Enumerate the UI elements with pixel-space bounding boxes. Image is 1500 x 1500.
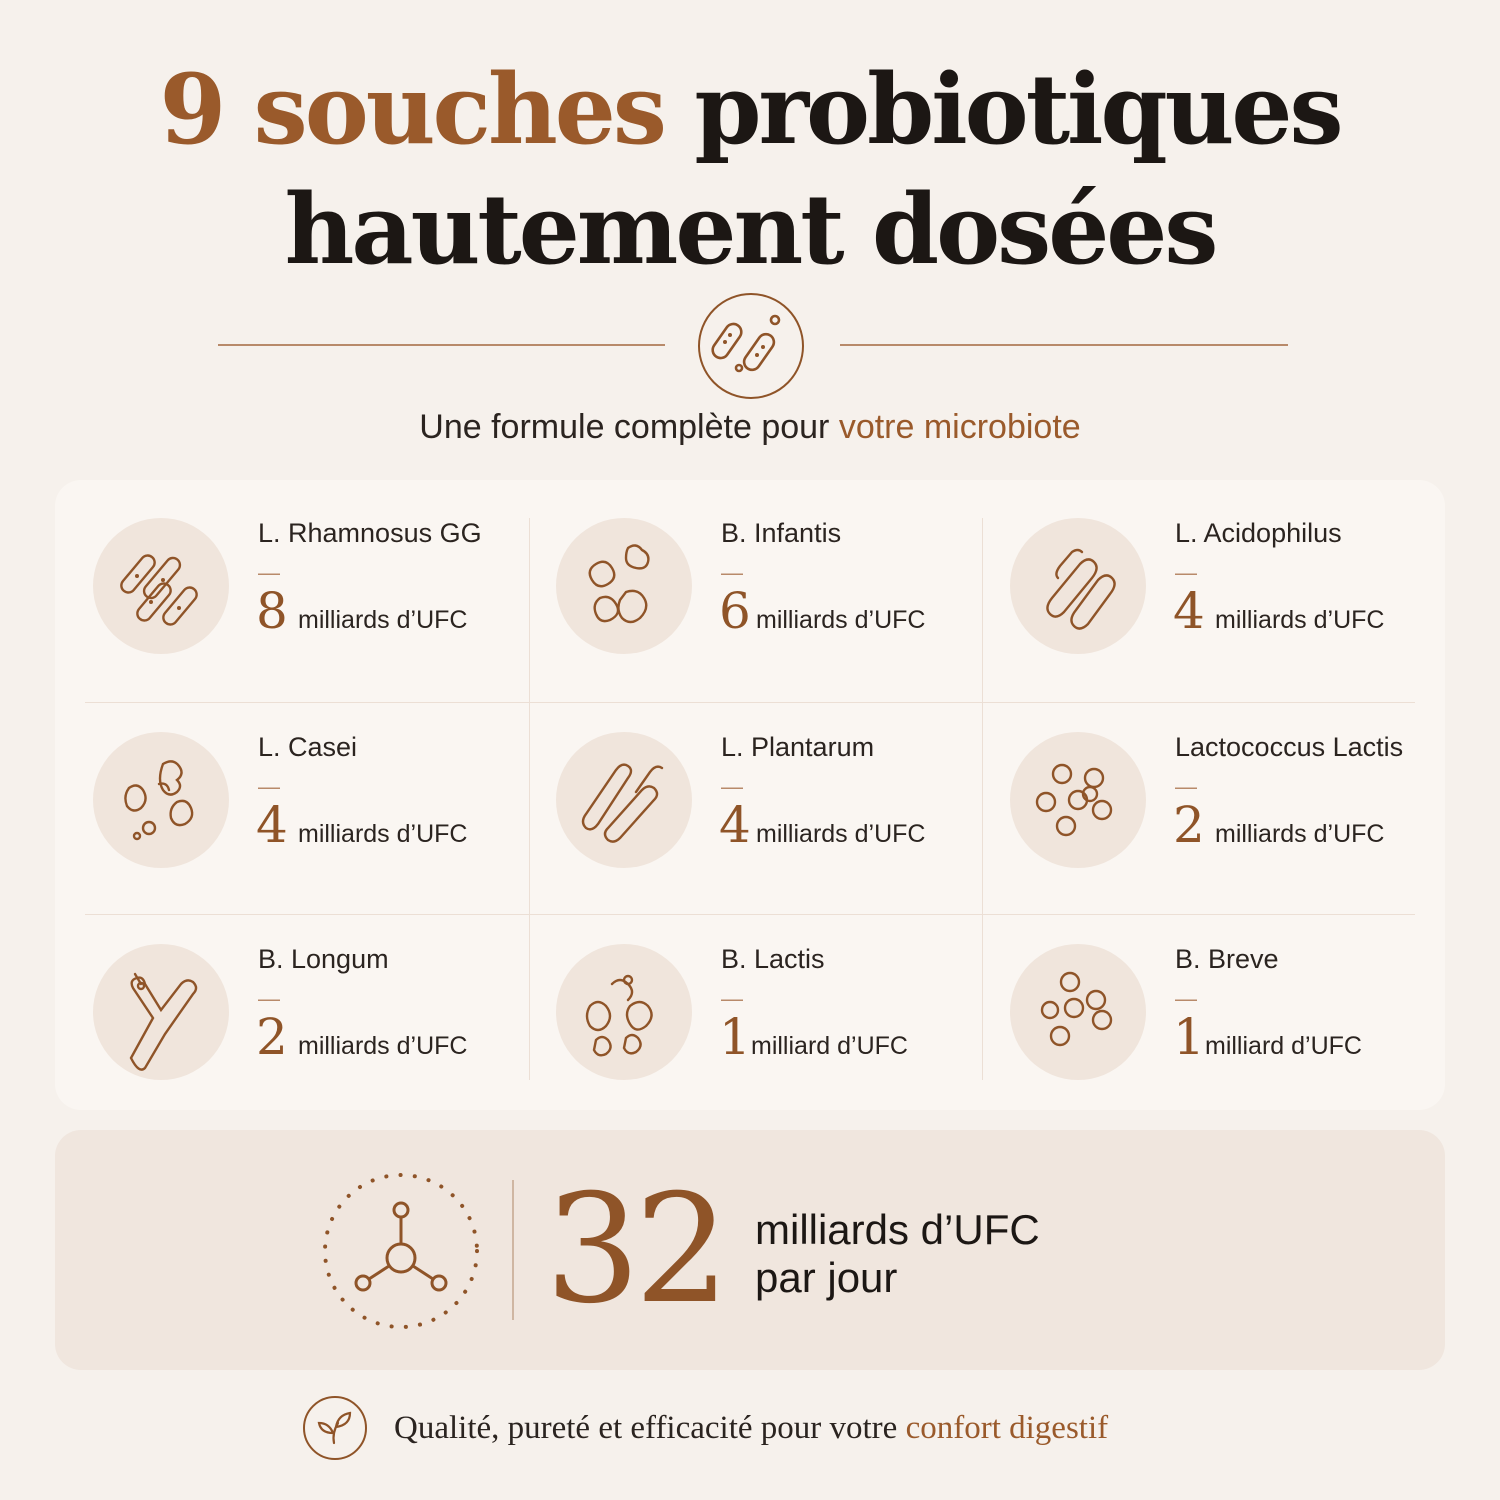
- strain-item: [972, 944, 1412, 1124]
- leaf-icon: [302, 1395, 368, 1461]
- dash-separator: —: [721, 560, 743, 585]
- strain-name: B. Longum: [258, 944, 389, 974]
- branched-bacteria-icon: [556, 518, 692, 654]
- strains-card: [55, 480, 1445, 1110]
- strain-amount: 1: [719, 1008, 751, 1066]
- strain-name: L. Acidophilus: [1175, 518, 1342, 548]
- strain-name: L. Plantarum: [721, 732, 875, 762]
- strain-amount: 2: [1173, 796, 1205, 854]
- y-bacteria-icon: [93, 944, 229, 1080]
- strain-name: B. Lactis: [721, 944, 825, 974]
- strain-name: B. Infantis: [721, 518, 842, 548]
- dash-separator: —: [721, 986, 743, 1011]
- branched-bacteria-icon: [556, 944, 692, 1080]
- strain-item: [55, 944, 495, 1124]
- cocci-bacteria-icon: [1010, 732, 1146, 868]
- footer-text: Qualité, pureté et efficacité pour votre: [394, 1410, 898, 1446]
- strain-amount: 4: [256, 796, 288, 854]
- strain-unit: milliards d’UFC: [1215, 606, 1385, 634]
- bacteria-emblem-icon: [697, 292, 805, 400]
- total-separator: [512, 1180, 514, 1320]
- total-unit-line2: par jour: [755, 1254, 898, 1301]
- divider-left: [218, 344, 665, 346]
- strain-unit: milliards d’UFC: [756, 606, 926, 634]
- strain-name: Lactococcus Lactis: [1175, 732, 1404, 762]
- strain-item: [518, 944, 958, 1124]
- title-accent: 9 souches: [159, 53, 664, 166]
- title-line-2: hautement dosées: [284, 173, 1216, 286]
- strain-item: [518, 732, 958, 912]
- strain-item: [972, 518, 1412, 698]
- strain-item: [972, 732, 1412, 912]
- dash-separator: —: [1175, 986, 1197, 1011]
- total-unit: [755, 1206, 1040, 1302]
- strain-amount: 1: [1173, 1008, 1205, 1066]
- strain-name: L. Casei: [258, 732, 358, 762]
- strain-item: [55, 518, 495, 698]
- footer-tagline: [394, 1410, 1108, 1447]
- rod-bacteria-icon: [556, 732, 692, 868]
- dash-separator: —: [1175, 560, 1197, 585]
- row-separator: [85, 914, 1415, 915]
- strain-amount: 4: [1173, 582, 1205, 640]
- strain-unit: milliards d’UFC: [756, 820, 926, 848]
- cocci-bacteria-icon: [1010, 944, 1146, 1080]
- strain-unit: milliards d’UFC: [298, 606, 468, 634]
- strain-unit: milliards d’UFC: [298, 820, 468, 848]
- title-line-1: [0, 50, 1500, 170]
- strain-unit: milliards d’UFC: [298, 1032, 468, 1060]
- dash-separator: —: [258, 560, 280, 585]
- subtitle-text: Une formule complète pour: [419, 408, 830, 446]
- strain-unit: milliard d’UFC: [1205, 1032, 1362, 1060]
- total-panel: [55, 1130, 1445, 1370]
- dash-separator: —: [258, 986, 280, 1011]
- strain-unit: milliards d’UFC: [1215, 820, 1385, 848]
- footer-accent: confort digestif: [905, 1410, 1109, 1446]
- main-title: [0, 50, 1500, 290]
- subtitle: [0, 408, 1500, 447]
- total-unit-line1: milliards d’UFC: [755, 1206, 1040, 1253]
- strain-item: [55, 732, 495, 912]
- row-separator: [85, 702, 1415, 703]
- strain-amount: 8: [256, 582, 288, 640]
- title-rest: probiotiques: [694, 53, 1341, 166]
- rod-bacteria-icon: [93, 518, 229, 654]
- rod-bacteria-icon: [1010, 518, 1146, 654]
- branched-bacteria-icon: [93, 732, 229, 868]
- divider-right: [840, 344, 1288, 346]
- strain-item: [518, 518, 958, 698]
- strain-amount: 4: [719, 796, 751, 854]
- strain-amount: 2: [256, 1008, 288, 1066]
- strain-amount: 6: [719, 582, 751, 640]
- dash-separator: —: [258, 774, 280, 799]
- molecule-icon: [318, 1168, 484, 1334]
- strain-name: L. Rhamnosus GG: [258, 518, 482, 548]
- strain-name: B. Breve: [1175, 944, 1279, 974]
- strain-unit: milliard d’UFC: [751, 1032, 908, 1060]
- dash-separator: —: [1175, 774, 1197, 799]
- dash-separator: —: [721, 774, 743, 799]
- total-value: 32: [545, 1163, 724, 1337]
- subtitle-accent: votre microbiote: [838, 408, 1081, 446]
